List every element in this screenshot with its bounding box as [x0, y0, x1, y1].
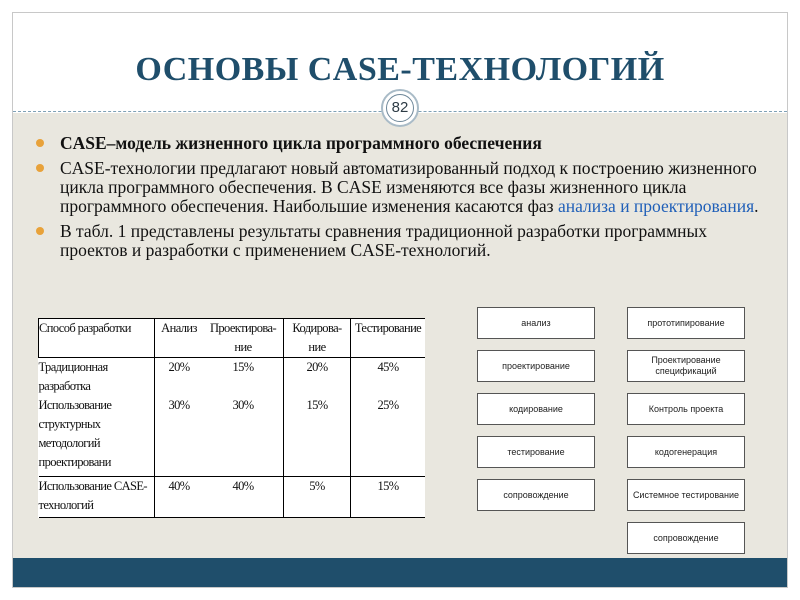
- table-cell: 15%: [232, 360, 254, 374]
- highlight-text: анализа и проектирования: [557, 196, 755, 216]
- table-cell: 25%: [377, 398, 399, 412]
- table-row: [39, 477, 426, 518]
- table-cell: 40%: [155, 477, 204, 518]
- table-cell: Использование CASE-технологий: [39, 477, 155, 518]
- right-phase-box: сопровождение: [627, 522, 745, 554]
- bullet-dot-icon: [36, 139, 44, 147]
- table-cell: Традиционная разработка: [39, 358, 155, 397]
- table-header: Тестирование: [351, 319, 426, 358]
- left-phase-box: проектирование: [477, 350, 595, 382]
- bullet-text-end: .: [754, 196, 759, 216]
- left-phase-box: анализ: [477, 307, 595, 339]
- table-header-row: [39, 319, 426, 358]
- bullet-item: [36, 159, 766, 216]
- right-phase-box: кодогенерация: [627, 436, 745, 468]
- table-cell: 45%: [377, 360, 399, 374]
- bullet-text: CASE–модель жизненного цикла программного обеспечения: [60, 133, 542, 153]
- bottom-bar: [13, 558, 787, 587]
- right-phase-box: Контроль проекта: [627, 393, 745, 425]
- bullet-list: [36, 134, 766, 266]
- right-phase-box: прототипирование: [627, 307, 745, 339]
- table-row: [39, 396, 426, 477]
- left-phase-box: тестирование: [477, 436, 595, 468]
- right-phase-box: Системное тестирование: [627, 479, 745, 511]
- table-cell: 40%: [203, 477, 284, 518]
- bullet-dot-icon: [36, 227, 44, 235]
- table-row: [39, 358, 426, 397]
- table-cell: 15%: [351, 477, 426, 518]
- page-number: 82: [386, 94, 414, 122]
- right-phase-box: Проектирование спецификаций: [627, 350, 745, 382]
- comparison-table: [38, 318, 425, 518]
- bullet-text: В табл. 1 представлены результаты сравнения традиционной разработки программных проектов и разработки с применением CASE-технологий.: [60, 221, 708, 260]
- table-cell: Использование структурных методологий проектировани: [39, 396, 155, 477]
- table-header: Способ разработки: [39, 319, 155, 358]
- table-cell: 5%: [284, 477, 351, 518]
- table-cell: 15%: [284, 396, 351, 477]
- bullet-item: [36, 222, 766, 260]
- bullet-item: [36, 134, 766, 153]
- table-cell: 20%: [284, 358, 351, 397]
- table-header: Анализ: [155, 319, 204, 358]
- left-phase-box: кодирование: [477, 393, 595, 425]
- table-cell: 30%: [232, 398, 254, 412]
- bullet-dot-icon: [36, 164, 44, 172]
- table-cell: 30%: [168, 398, 190, 412]
- bullet-text: CASE-технологии предлагают новый автоматизированный подход к построению жизненного цикла программного обеспечения. В CASE изменяются все фазы жизненного цикла программного обеспечения. Наибольшие изменения касаются фаз: [60, 158, 757, 216]
- left-phase-box: сопровождение: [477, 479, 595, 511]
- slide-title: ОСНОВЫ CASE-ТЕХНОЛОГИЙ: [135, 51, 665, 88]
- table-header: Проектирова-ние: [203, 319, 284, 358]
- table-cell: 20%: [168, 360, 190, 374]
- table-header: Кодирова-ние: [284, 319, 351, 358]
- page-number-badge: [381, 89, 419, 127]
